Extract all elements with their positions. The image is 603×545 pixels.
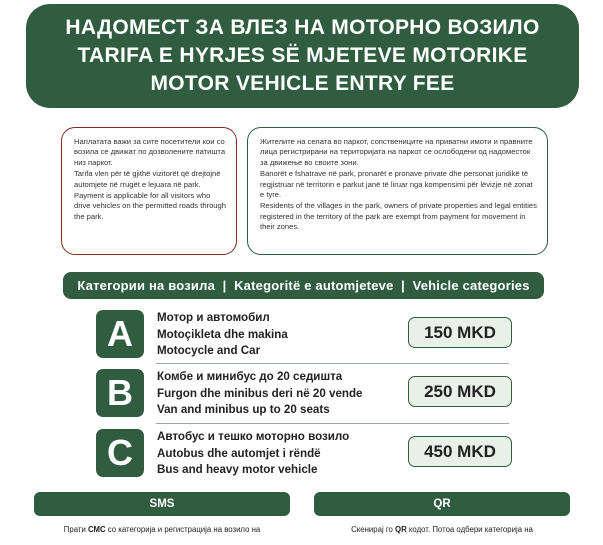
category-price: 250 MKD <box>408 376 512 407</box>
qr-text-pre: Скенирај го <box>351 525 396 534</box>
sms-text-pre: Прати <box>63 525 88 534</box>
category-names <box>157 310 288 360</box>
title-banner <box>26 4 579 108</box>
category-row-b <box>96 369 514 421</box>
category-name-mk: Мотор и автомобил <box>157 311 270 324</box>
vehicle-categories-header: Категории на возила | Kategoritë e automjeteve | Vehicle categories <box>63 272 544 299</box>
title-macedonian: НАДОМЕСТ ЗА ВЛЕЗ НА МОТОРНО ВОЗИЛО <box>65 16 540 39</box>
category-row-c <box>96 429 514 481</box>
category-letter-badge: C <box>96 429 144 477</box>
applicability-note <box>61 127 237 255</box>
category-divider <box>156 363 509 364</box>
qr-text-bold: QR <box>395 525 407 534</box>
qr-header: QR <box>314 492 570 516</box>
category-name-en: Van and minibus up to 20 seats <box>157 403 330 416</box>
exemption-note <box>247 127 548 255</box>
category-names <box>157 429 349 479</box>
category-name-mk: Комбе и минибус до 20 седишта <box>157 370 343 383</box>
qr-instructions <box>310 525 574 545</box>
sms-header: SMS <box>34 492 290 516</box>
sms-instructions <box>30 525 294 545</box>
note-text-sq: Banorët e fshatrave në park, pronarët e pronave private dhe personat juridikë të regjistruar në territorin e parkut janë të liruar nga kompensimi për lëvizje në zonat e tyre. <box>260 169 533 200</box>
title-albanian: TARIFA E HYRJES SË MJETEVE MOTORIKE <box>77 44 528 67</box>
category-name-en: Bus and heavy motor vehicle <box>157 463 318 476</box>
category-name-en: Motocycle and Car <box>157 344 261 357</box>
title-english: MOTOR VEHICLE ENTRY FEE <box>150 72 455 95</box>
sms-text-bold: СМС <box>87 525 106 534</box>
sms-text-post: со категорија и регистрација на возило на <box>105 525 261 534</box>
note-text-mk: Жителите на селата во паркот, сопствениците на приватни имоти и правните лица регистрирани на територијата на паркот се ослободени од надоместок за движење во своите зони. <box>260 137 533 167</box>
category-name-mk: Автобус и тешко моторно возило <box>157 430 350 443</box>
category-letter-badge: A <box>96 310 144 358</box>
note-text-sq: Tarifa vlen për të gjithë vizitorët që drejtojnë automjete në rrugët e lejuara në park. <box>74 169 221 189</box>
note-text-en: Residents of the villages in the park, owners of private properties and legal entities registered in the territory of the park are exempt from payment for movement in their zones. <box>260 201 537 232</box>
category-name-sq: Furgon dhe minibus deri në 20 vende <box>157 386 363 400</box>
category-name-sq: Motoçikleta dhe makina <box>157 327 288 341</box>
category-names <box>157 369 363 419</box>
category-row-a <box>96 310 514 362</box>
category-price: 150 MKD <box>408 317 512 348</box>
category-letter-badge: B <box>96 369 144 417</box>
category-divider <box>156 423 509 424</box>
qr-text-post: кодот. Потоа одбери категорија на <box>406 525 533 534</box>
category-price: 450 MKD <box>408 436 512 467</box>
note-text-mk: Наплатата важи за сите посетители кои со возила се движат по дозволените патишта низ паркот. <box>74 137 226 167</box>
note-text-en: Payment is applicable for all visitors who drive vehicles on the permitted roads through the park. <box>74 191 226 221</box>
category-name-sq: Autobus dhe automjet i rëndë <box>157 446 321 460</box>
